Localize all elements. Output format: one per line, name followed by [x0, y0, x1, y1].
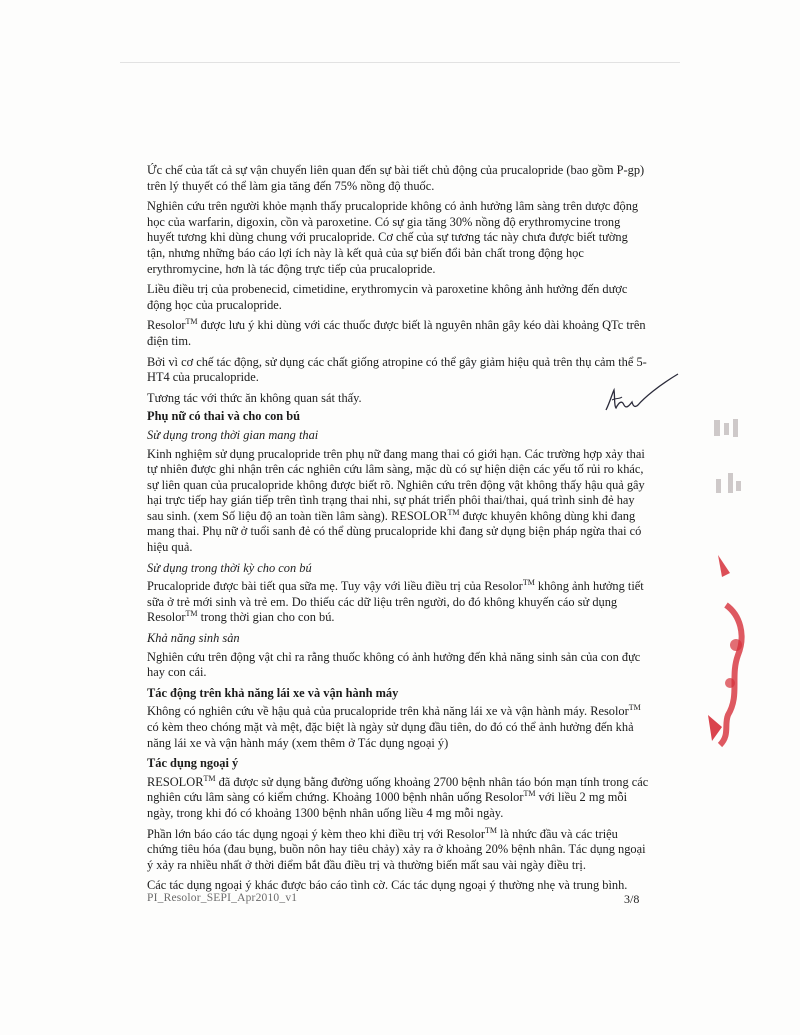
- signature-stroke: [612, 397, 622, 400]
- driving-paragraph: Không có nghiên cứu về hậu quả của prucalopride trên khả năng lái xe và vận hành máy. Resolor™ có kèm theo chóng mặt và mệt, đặc biệt là ngày sử dụng đầu tiên, do đó có thể ảnh hưởng đến khả năng lái xe và vận hành máy (xem thêm ở Tác dụng ngoại ý): [147, 703, 641, 750]
- paragraph: Ức chế của tất cả sự vận chuyển liên quan đến sự bài tiết chủ động của prucalopride (bao gồm P-gp) trên lý thuyết có thể làm gia tăng đến 75% nồng độ thuốc.: [147, 163, 645, 193]
- side-effects-paragraph: Phần lớn báo cáo tác dụng ngoại ý kèm theo khi điều trị với Resolor™ là nhức đầu và các triệu chứng tiêu hóa (đau bụng, buồn nôn hay tiêu chảy) xảy ra ở khoảng 20% bệnh nhân. Tác dụng ngoại ý xảy ra nhiều nhất ở thời điểm bắt đầu điều trị và thường biến mất sau vài ngày điều trị.: [147, 825, 646, 872]
- section-heading-driving: Tác động trên khả năng lái xe và vận hành máy: [147, 685, 399, 700]
- signature-mark: [602, 372, 682, 422]
- paragraph: Nghiên cứu trên người khỏe mạnh thấy prucalopride không có ảnh hưởng lâm sàng trên dược động học của warfarin, digoxin, cồn và paroxetine. Có sự gia tăng 30% nồng độ erythromycine trong huyết tương khi dùng chung với prucalopride. Cơ chế của sự tương tác này chưa được biết tường tận, nhưng những báo cáo lợi ích này là kết quả của sự biến đổi bản chất trong động học erythromycine, hơn là tác động trực tiếp của prucalopride.: [147, 199, 639, 276]
- red-stamp-mark: [700, 415, 755, 755]
- stamp-fragment: [720, 605, 742, 745]
- paragraph: Tương tác với thức ăn không quan sát thấy.: [147, 390, 362, 405]
- stamp-fragment: [730, 639, 742, 651]
- signature-stroke: [606, 374, 678, 410]
- section-heading-pregnancy: Phụ nữ có thai và cho con bú: [147, 409, 301, 424]
- subheading-fertility: Khả năng sinh sản: [147, 631, 240, 646]
- paragraph: Liều điều trị của probenecid, cimetidine, erythromycin và paroxetine không ảnh hưởng đến dược động học của prucalopride.: [147, 282, 628, 312]
- document-body: [147, 163, 649, 899]
- side-effects-paragraph: Các tác dụng ngoại ý khác được báo cáo tình cờ. Các tác dụng ngoại ý thường nhẹ và trung bình.: [147, 878, 628, 893]
- paragraph: Bởi vì cơ chế tác động, sử dụng các chất giống atropine có thể gây giảm hiệu quả trên thụ cảm thể 5-HT4 của prucalopride.: [147, 354, 647, 385]
- breastfeeding-paragraph: Prucalopride được bài tiết qua sữa mẹ. Tuy vậy với liều điều trị của Resolor™ không ảnh hưởng tiết sữa ở trẻ mới sinh và trẻ em. Do thiếu các dữ liệu trên người, do đó không khuyến cáo sử dụng Resolor™ trong thời gian cho con bú.: [147, 578, 644, 625]
- stamp-fragment: [725, 678, 735, 688]
- subheading-pregnancy: Sử dụng trong thời gian mang thai: [147, 427, 319, 442]
- pregnancy-paragraph: Kinh nghiệm sử dụng prucalopride trên phụ nữ đang mang thai có giới hạn. Các trường hợp xảy thai tự nhiên được ghi nhận trên các nghiên cứu lâm sàng, mặc dù có sự hiện diện các yếu tố rủi ro khác, sự liên quan của prucalopride không được biết rõ. Nghiên cứu trên động vật không thấy hậu quả gây hại trực tiếp hay gián tiếp trên tình trạng thai nhi, sự phát triển phôi thai/thai, quá trình sinh đẻ hay sau sinh. (xem Số liệu độ an toàn tiền lâm sàng). RESOLOR™ được khuyên không dùng khi đang mang thai. Phụ nữ ở tuổi sanh đẻ có thể dùng prucalopride khi đang sử dụng biện pháp ngừa thai có hiệu quả.: [147, 446, 645, 555]
- footer-document-id: PI_Resolor_SEPI_Apr2010_v1: [147, 892, 298, 904]
- subheading-breastfeeding: Sử dụng trong thời kỳ cho con bú: [147, 560, 312, 575]
- side-effects-paragraph: RESOLOR™ đã được sử dụng bằng đường uống khoảng 2700 bệnh nhân táo bón mạn tính trong các nghiên cứu lâm sàng có kiểm chứng. Khoảng 1000 bệnh nhân uống Resolor™ với liều 2 mg mỗi ngày, trong khi đó có khoảng 1300 bệnh nhân uống liều 4 mg mỗi ngày.: [147, 773, 649, 820]
- scan-artifact-line: [120, 62, 680, 63]
- faint-stamp-marks: [714, 419, 741, 493]
- stamp-fragment: [708, 715, 722, 741]
- stamp-fragment: [718, 555, 730, 577]
- fertility-paragraph: Nghiên cứu trên động vật chỉ ra rằng thuốc không có ảnh hưởng đến khả năng sinh sản của con đực hay con cái.: [147, 649, 641, 680]
- footer-page-number: 3/8: [624, 892, 640, 906]
- section-heading-side-effects: Tác dụng ngoại ý: [147, 756, 239, 771]
- qtc-paragraph: Resolor™ được lưu ý khi dùng với các thuốc được biết là nguyên nhân gây kéo dài khoảng QTc trên điện tim.: [147, 317, 646, 348]
